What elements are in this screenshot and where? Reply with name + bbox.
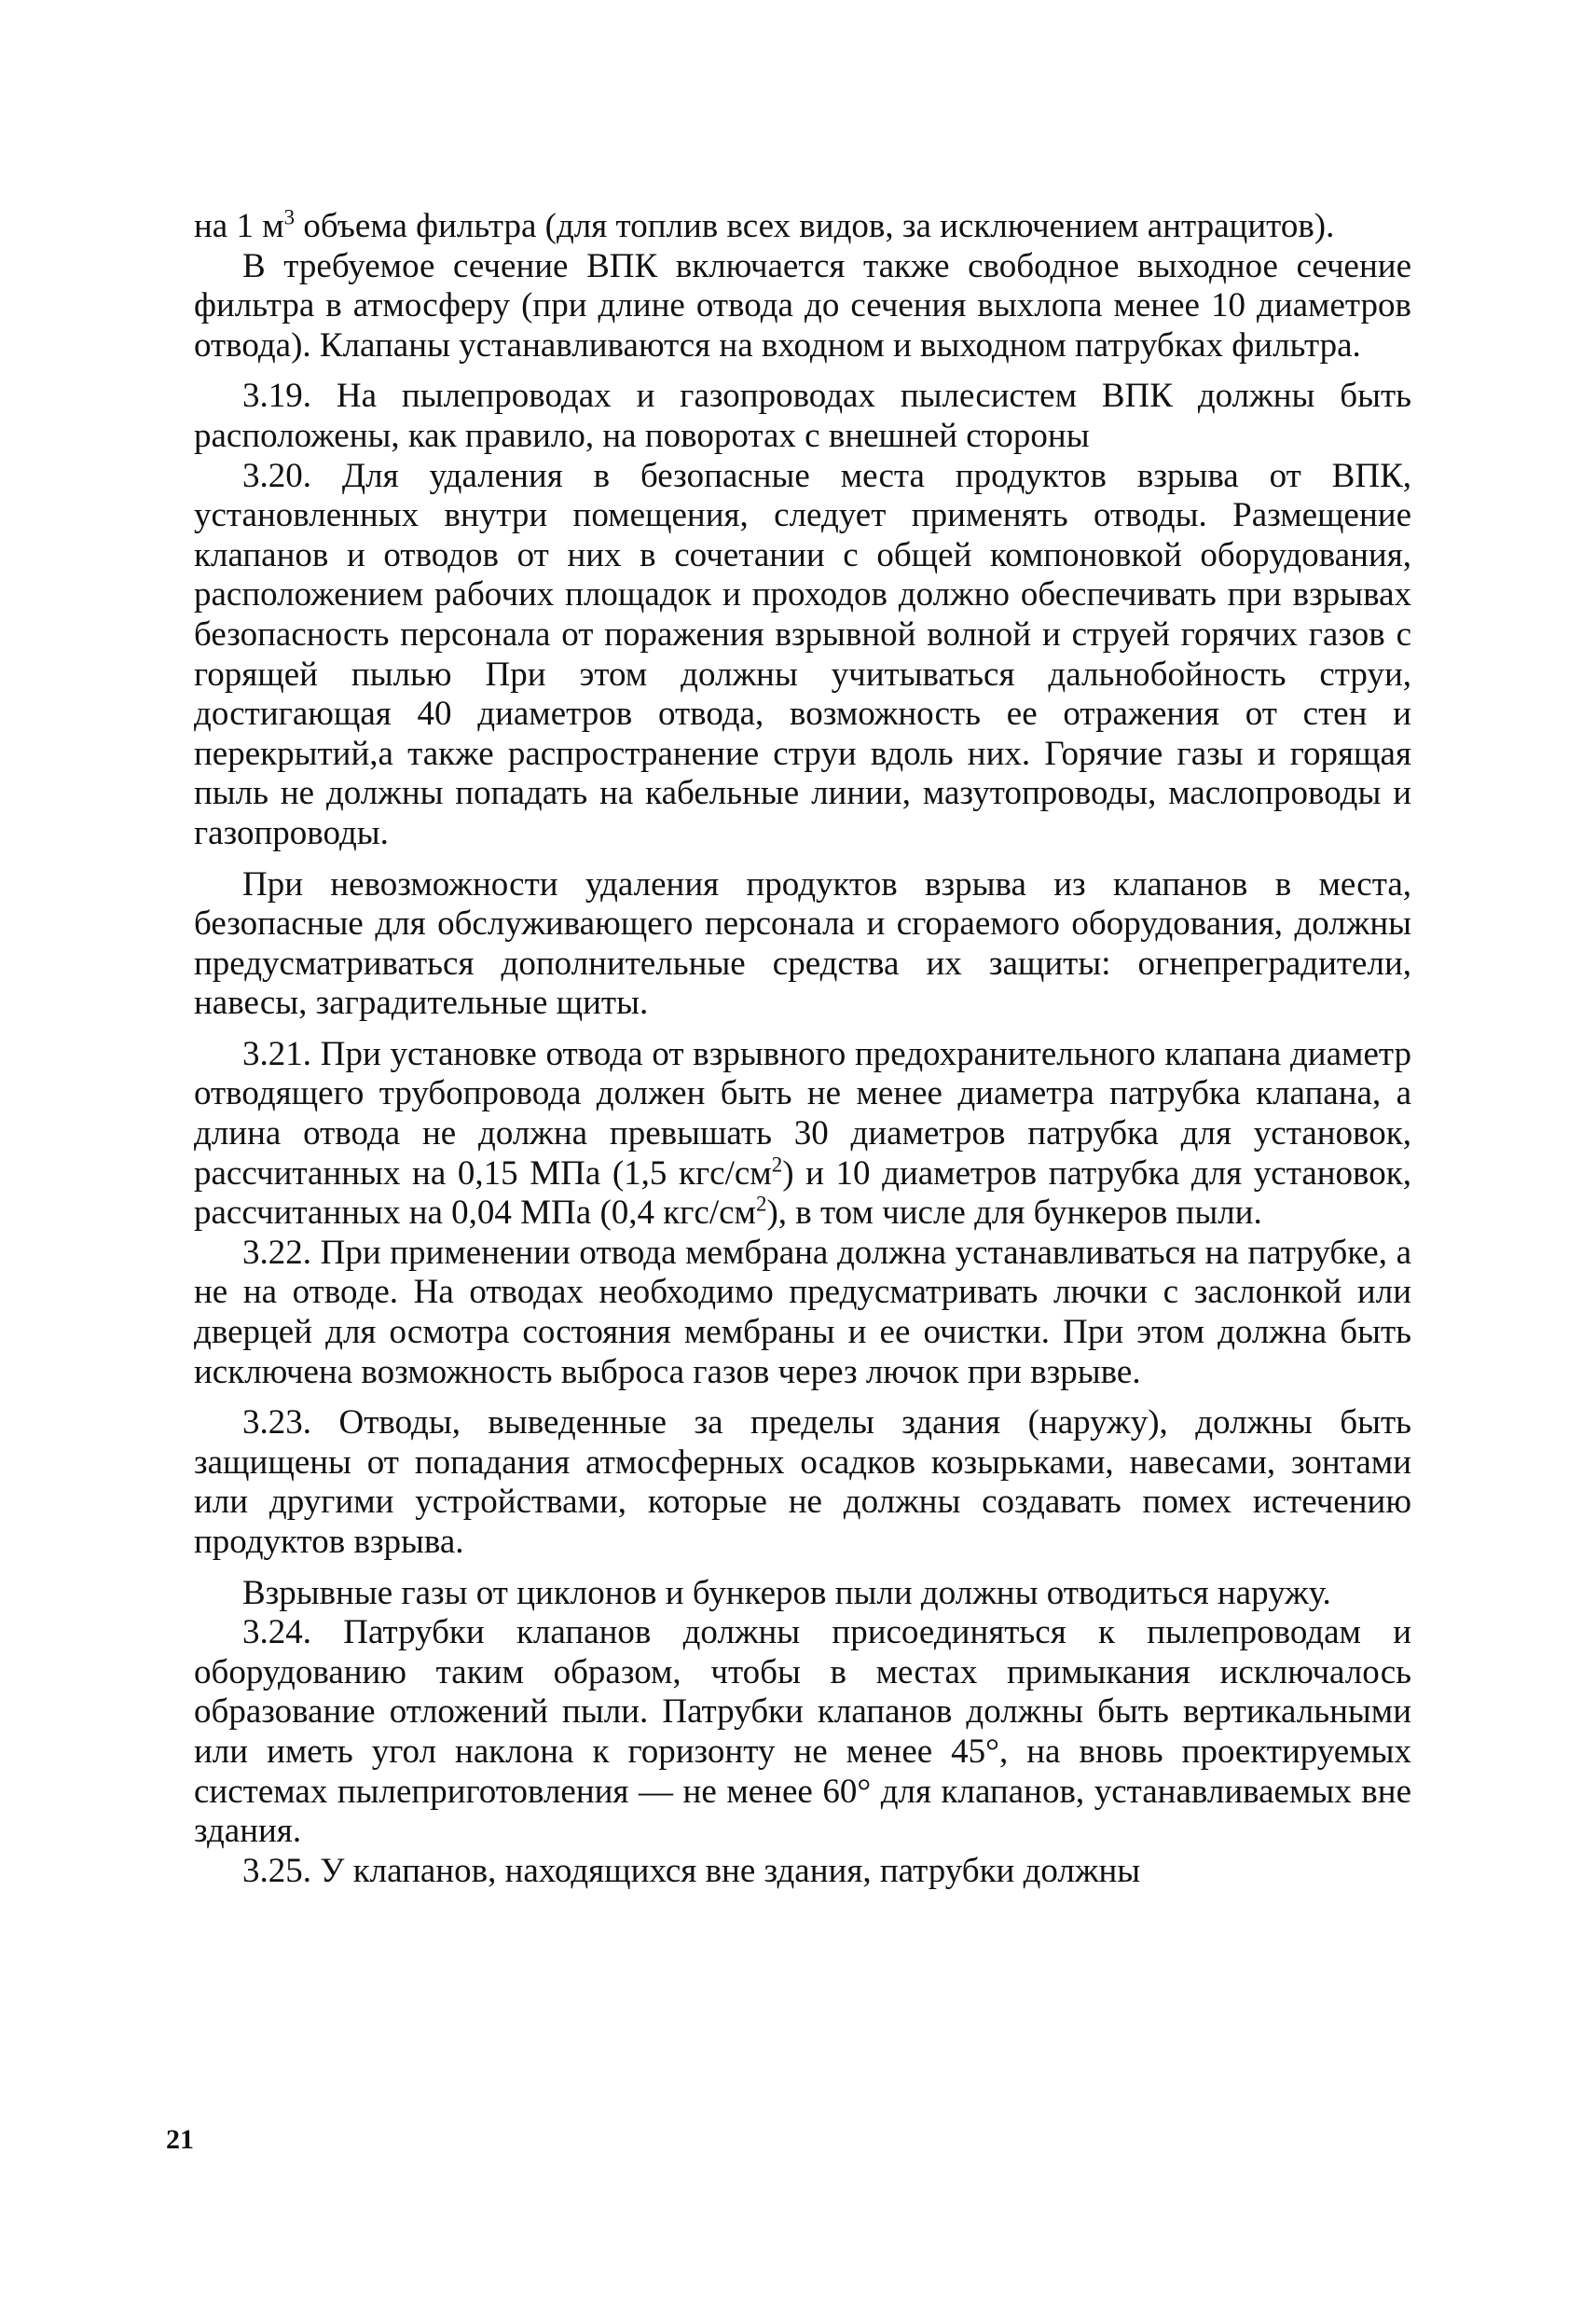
text-fragment: 3.21. При установке отвода от взрывного предохранительного клапана диаметр отводящего трубопровода должен быть не менее диаметра патрубка клапана, а длина отвода не должна превышать 30 диаметров патрубка для установок, рассчитанных на 0,15 МПа (1,5 кгс/см [194,1034,1411,1193]
paragraph-3-19: 3.19. На пылепроводах и газопроводах пылесистем ВПК должны быть расположены, как правило, на поворотах с внешней стороны [194,377,1411,455]
paragraph-3-22: 3.22. При применении отвода мембрана должна устанавливаться на патрубке, а не на отводе. На отводах необходимо предусматривать лючки с заслонкой или дверцей для осмотра состояния мембраны и ее очистки. При этом должна быть исключена возможность выброса газов через лючок при взрыве. [194,1233,1411,1391]
text-fragment: ) и 10 диаметров патрубка для установок, рассчитанных на 0,04 МПа (0,4 кгс/см [194,1153,1411,1233]
paragraph-3-25: 3.25. У клапанов, находящихся вне здания, патрубки должны [242,1851,1141,1890]
superscript-square: 2 [771,1153,783,1177]
paragraph-filter-volume [194,207,1411,247]
document-page-body [194,207,1411,1891]
text-fragment: ), в том числе для бункеров пыли. [766,1194,1262,1233]
paragraph-required-section: В требуемое сечение ВПК включается также свободное выходное сечение фильтра в атмосферу (при длине отвода до сечения выхлопа менее 10 диаметров отвода). Клапаны устанавливаются на входном и выходном патрубках фильтра. [194,246,1411,365]
paragraph-explosive-gases: Взрывные газы от циклонов и бункеров пыли должны отводиться наружу. [242,1573,1331,1612]
paragraph-3-21 [194,1035,1411,1234]
paragraph-3-20: 3.20. Для удаления в безопасные места продуктов взрыва от ВПК, установленных внутри помещения, следует применять отводы. Размещение клапанов и отводов от них в сочетании с общей компоновкой оборудования, расположением рабочих площадок и проходов должно обеспечивать при взрывах безопасность персонала от поражения взрывной волной и струей горячих газов с горящей пылью При этом должны учитываться дальнобойность струи, достигающая 40 диаметров отвода, возможность ее отражения от стен и перекрытий,а также распространение струи вдоль них. Горячие газы и горящая пыль не должны попадать на кабельные линии, мазутопроводы, маслопроводы и газопроводы. [194,456,1411,852]
text-fragment: на 1 м [194,207,284,245]
page-number: 21 [166,2124,194,2155]
text-fragment: объема фильтра (для топлив всех видов, за исключением антрацитов). [295,207,1335,245]
paragraph-3-24: 3.24. Патрубки клапанов должны присоединяться к пылепроводам и оборудованию таким образом, чтобы в местах примыкания исключалось образование отложений пыли. Патрубки клапанов должны быть вертикальными или иметь угол наклона к горизонту не менее 45°, на вновь проектируемых системах пылеприготовления — не менее 60° для клапанов, устанавливаемых вне здания. [194,1613,1411,1851]
paragraph-3-23: 3.23. Отводы, выведенные за пределы здания (наружу), должны быть защищены от попадания атмосферных осадков козырьками, навесами, зонтами или другими устройствами, которые не должны создавать помех истечению продуктов взрыва. [194,1403,1411,1561]
paragraph-impossibility: При невозможности удаления продуктов взрыва из клапанов в места, безопасные для обслуживающего персонала и сгораемого оборудования, должны предусматриваться дополнительные средства их защиты: огнепреградители, навесы, заградительные щиты. [194,864,1411,1023]
superscript-cubic: 3 [283,205,296,229]
superscript-square: 2 [755,1192,767,1216]
